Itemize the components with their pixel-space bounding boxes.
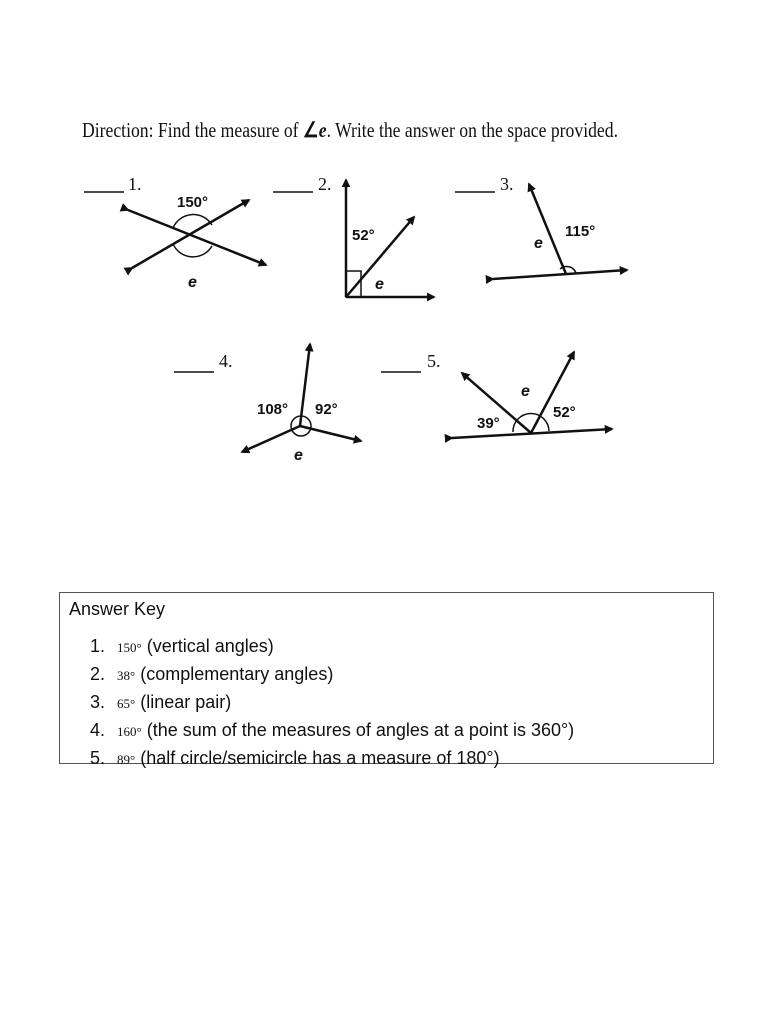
ray-diagonal <box>529 184 566 274</box>
given-angle-label-right: 52° <box>553 404 576 421</box>
answer-item <box>90 717 574 745</box>
given-angle-label-left: 108° <box>257 401 289 418</box>
problem-number: 4. <box>219 351 233 371</box>
answer-key-box <box>59 592 714 768</box>
direction-prefix: Direction: Find the measure of <box>82 118 303 142</box>
answer-number: 3. <box>90 692 106 712</box>
answer-reason: (half circle/semicircle has a measure of 180°) <box>140 748 500 768</box>
answer-item <box>90 745 574 773</box>
unknown-angle-label: e <box>534 235 543 252</box>
answer-item <box>90 689 574 717</box>
unknown-angle-label: e <box>188 274 197 291</box>
problem-1 <box>84 174 266 291</box>
answer-number: 4. <box>90 720 106 740</box>
answer-value: 150° <box>117 640 142 655</box>
unknown-angle-label: e <box>521 383 530 400</box>
given-angle-label-right: 92° <box>315 401 338 418</box>
given-angle-label: 150° <box>177 194 209 211</box>
given-angle-label: 115° <box>565 223 596 240</box>
answer-reason: (the sum of the measures of angles at a point is 360°) <box>146 720 575 740</box>
unknown-angle-label: e <box>375 276 384 293</box>
direction-variable: e <box>318 118 327 142</box>
answer-item <box>90 661 574 689</box>
answer-value: 65° <box>117 696 136 711</box>
problem-5 <box>381 351 612 438</box>
problem-number: 1. <box>128 174 142 194</box>
problem-2 <box>273 174 434 297</box>
problem-number: 5. <box>427 351 441 371</box>
answer-list <box>90 633 574 773</box>
answer-number: 1. <box>90 636 106 656</box>
answer-value: 38° <box>117 668 136 683</box>
problem-number: 2. <box>318 174 332 194</box>
given-angle-label-left: 39° <box>477 415 500 432</box>
problem-4 <box>174 344 361 464</box>
ray-right <box>300 426 361 441</box>
unknown-angle-label: e <box>294 447 303 464</box>
angle-symbol: ∠ <box>302 118 319 142</box>
ray-up <box>300 344 310 426</box>
answer-key-title: Answer Key <box>69 599 166 619</box>
answer-number: 5. <box>90 748 106 768</box>
answer-item <box>90 633 574 661</box>
angle-arc <box>173 244 212 257</box>
direction-suffix: . Write the answer on the space provided. <box>326 118 618 142</box>
answer-value: 160° <box>117 724 142 739</box>
answer-reason: (vertical angles) <box>146 636 274 656</box>
problem-number: 3. <box>500 174 514 194</box>
problem-3 <box>455 174 627 279</box>
line-segment <box>493 270 627 279</box>
answer-reason: (linear pair) <box>140 692 232 712</box>
given-angle-label: 52° <box>352 227 375 244</box>
angle-arc <box>560 266 576 273</box>
answer-value: 89° <box>117 752 136 767</box>
answer-number: 2. <box>90 664 106 684</box>
answer-reason: (complementary angles) <box>140 664 334 684</box>
